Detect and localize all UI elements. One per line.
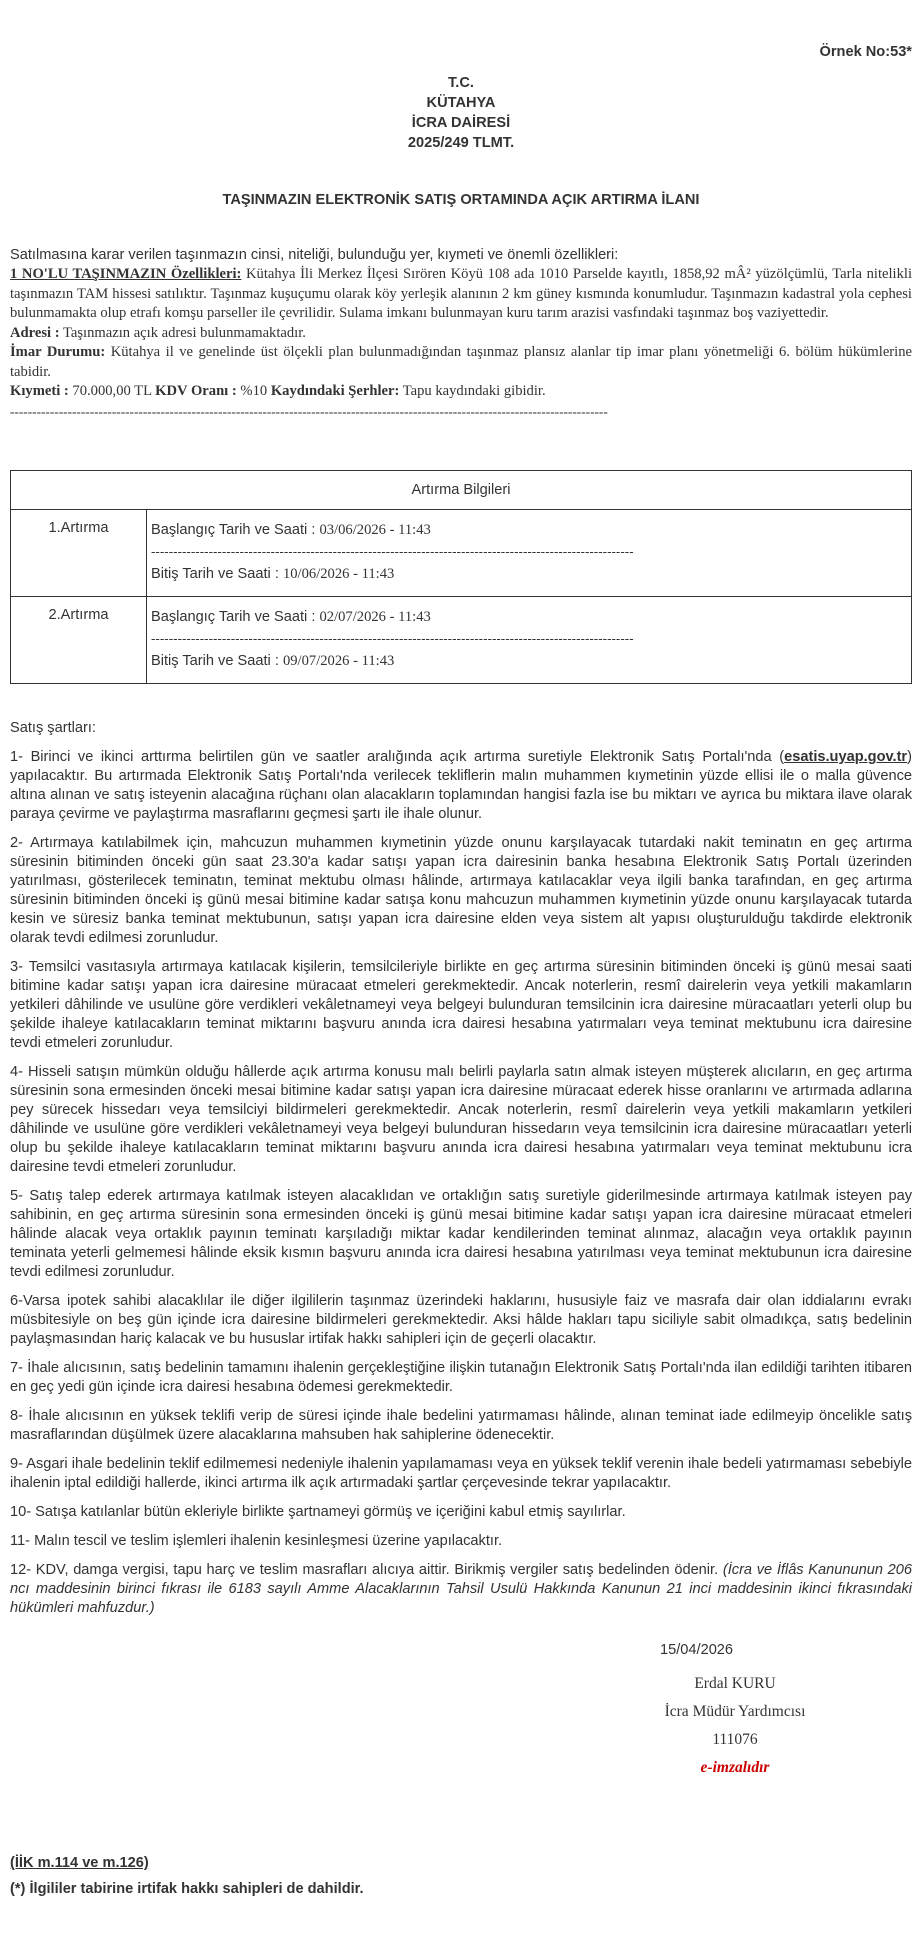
condition-12 [10,1561,912,1618]
auction-info-table [10,470,912,684]
auction-round-dates [147,597,912,684]
kdv-value: %10 [240,383,268,399]
condition-1-text-b: ) yapılacaktır. Bu artırmada Elektronik Satış Portalı'nda verilecek tekliflerin malın muhammen kıymetinin yüzde ellisi ile o malla güvence altına alınan ve satış isteyenin alacağına rüçhanı olan alacakların toplamından hangisi fazla ise bu miktarı ve ayrıca bu miktara ilave olarak paraya çevirme ve paylaştırma masraflarını geçmesi şartı ile ihale olunur. [10,749,912,822]
value-amount: 70.000,00 TL [72,383,152,399]
signature-block [650,1640,820,1782]
property-features [10,265,912,324]
condition-10: 10- Satışa katılanlar bütün ekleriyle birlikte şartnameyi görmüş ve içeriğini kabul etmiş sayılırlar. [10,1504,626,1520]
condition-12-legal-note: (İcra ve İflâs Kanununun 206 ncı maddesinin birinci fıkrası ile 6183 sayılı Amme Alacaklarının Tahsil Usulü Hakkında Kanunun 21 inci maddesinin ikinci fıkrasındaki hükümleri mahfuzdur.) [10,1562,912,1616]
section-divider: --------------------------------------------------------------------------------------------------------------------------------------- [10,403,608,419]
sale-conditions [10,718,912,1628]
annotations-value: Tapu kaydındaki gibidir. [402,383,546,399]
conditions-heading: Satış şartları: [10,720,96,736]
kdv-label: KDV Oranı : [155,383,237,399]
auction-round-dates [147,510,912,597]
condition-3: 3- Temsilci vasıtasıyla artırmaya katılacak kişilerin, temsilcileriyle birlikte en geç artırma süresinin bitiminden önceki iş günü mesai saati bitimine kadar satışı yapan icra dairesine müracaat etmeleri gerekmektedir. Ancak noterlerin, resmî dairelerin veya yetkili makamların yetkileri dâhilinde ve usulüne göre verdikleri vekâletnameyi veya belgeyi bulunduran temsilcinin icra dairesine müracaatları yeterli olup bu şekilde ihaleye katılacakların teminat miktarını başvuru anında icra dairesi hesabına yatırmaları veya teminat mektubunu icra dairesine tevdi etmeleri zorunludur. [10,959,912,1051]
table-row [11,597,912,684]
signer-name: Erdal KURU [694,1675,776,1692]
end-datetime [151,651,907,671]
condition-4: 4- Hisseli satışın mümkün olduğu hâllerde açık artırma konusu malı belirli paylarla satın almak isteyen müşterek alıcıların, en geç artırma süresinin sona ermesinden önceki mesai bitimine kadar satışı yapan icra dairesine müracaat ederek hisse oranlarını ve artırmada adlarına pey sürecek hissedarı veya temsilciyi bildirmeleri gerekmektedir. Ancak noterlerin, resmî dairelerin veya yetkili makamların yetkileri dâhilinde ve usulüne göre verdikleri vekâletnameyi veya belgeyi bulunduran hissedarın veya temsilcinin icra dairesine müracaatları yeterli olup bu şekilde ihaleye katılacakların teminat miktarını başvuru anında icra dairesi hesabına yatırmaları veya teminat mektubunu icra dairesine tevdi etmeleri zorunludur. [10,1064,912,1175]
header-line-tc: T.C. [448,75,474,91]
value-label: Kıymeti : [10,383,69,399]
annotations-label: Kaydındaki Şerhler: [270,383,400,399]
zoning-label: İmar Durumu: [10,344,106,360]
address-label: Adresi : [10,324,60,341]
condition-5: 5- Satış talep ederek artırmaya katılmak isteyen alacaklıdan ve ortaklığın satış suretiyle giderilmesinde artırmaya katılmak isteyen pay sahibinin, en geç artırma süresinin sona ermesinden önceki iş günü mesai bitimine kadar satışı yapan icra dairesine müracaat etmeleri hâlinde alacak veya ortaklık payının teminatı karşıladığı miktar kadar kendilerinden teminat alınmaz, alacağın veya ortaklık payının teminata yeterli gelmemesi hâlinde eksik kısmın başvuru anında icra dairesi hesabına yatırılması veya teminat mektubunun icra dairesine tevdi edilmesi zorunludur. [10,1188,912,1280]
property-address [10,324,912,344]
row-divider: ------------------------------------------------------------------------------------------------------------- [151,544,634,559]
end-value: 09/07/2026 - 11:43 [282,653,395,669]
auction-round-label: 1.Artırma [11,510,147,597]
condition-9: 9- Asgari ihale bedelinin teklif edilmemesi nedeniyle ihalenin yapılamaması veya en yüksek teklif verenin ihale bedeli yatırmaması sebebiyle ihalenin iptal edildiği hallerde, ikinci artırma ilk açık artırmadaki şartlar çerçevesinde tekrar yapılacaktır. [10,1456,912,1491]
footer-notes [10,1850,912,1902]
header-line-office: İCRA DAİRESİ [411,115,511,131]
start-datetime [151,607,907,627]
start-value: 03/06/2026 - 11:43 [319,522,431,538]
start-datetime [151,520,907,540]
auction-round-label: 2.Artırma [11,597,147,684]
property-section [10,245,912,421]
condition-6: 6-Varsa ipotek sahibi alacaklılar ile diğer ilgililerin taşınmaz üzerindeki haklarını, hususiyle faiz ve masrafa dair olan iddialarını evrakı müsbitesiyle on beş gün içinde icra dairesine bildirmeleri gerekmektedir. Aksi hâlde hakları tapu siciliyle sabit olmadıkça, satış bedelinin paylaşmasından hariç kalacak ve bu hususlar irtifak hakkı sahipleri için de geçerli olacaktır. [10,1293,912,1347]
zoning-value: Kütahya il ve genelinde üst ölçekli plan bulunmadığından taşınmaz plansız alanlar tip imar planı yönetmeliği 6. bölüm hükümlerine tabidir. [10,344,912,380]
end-label: Bitiş Tarih ve Saati : [151,653,279,669]
header-line-city: KÜTAHYA [426,95,496,111]
end-value: 10/06/2026 - 11:43 [282,566,395,582]
end-label: Bitiş Tarih ve Saati : [151,566,279,582]
sample-number: Örnek No:53* [819,44,912,60]
start-label: Başlangıç Tarih ve Saati : [151,522,316,538]
header-line-file-no: 2025/249 TLMT. [407,135,515,151]
property-zoning [10,343,912,382]
signature-date: 15/04/2026 [660,1642,734,1658]
esatis-link[interactable]: esatis.uyap.gov.tr [784,749,908,765]
signer-title: İcra Müdür Yardımcısı [664,1703,806,1720]
signer-number: 111076 [712,1731,758,1748]
end-datetime [151,564,907,584]
footnote: (*) İlgililer tabirine irtifak hakkı sahipleri de dahildir. [10,1881,364,1897]
e-signed-mark: e-imzalıdır [700,1759,770,1776]
condition-2: 2- Artırmaya katılabilmek için, mahcuzun muhammen kıymetinin yüzde onunu karşılayacak tutardaki nakit teminatın en geç artırma süresinin bitiminden önceki gün saat 23.30'a kadar satışı yapan icra dairesinin banka hesabına Elektronik Satış Portalı üzerinden yatırılması, gösterilecek teminatın, teminat mektubu olması hâlinde, artırmaya katılacaklar veya ilgili banka tarafından, en geç artırma süresinin bitiminden önceki iş günü mesai bitimine kadar satışa konu mahcuzun muhammen kıymetinin yüzde onunu karşılayacak tutarda kesin ve süresiz banka teminat mektubunun, satışı yapan icra dairesine elden veya sistem alt yapısı oluşturulduğu takdirde elektronik olarak tevdi edilmesi zorunludur. [10,835,912,946]
property-heading: 1 NO'LU TAŞINMAZIN Özellikleri: [10,266,242,282]
property-features-text: Kütahya İli Merkez İlçesi Sırören Köyü 108 ada 1010 Parselde kayıtlı, 1858,92 mÂ² yüzölçümlü, Tarla nitelikli taşınmazın TAM hissesi satılıktır. Taşınmaz kuşuçumu olarak köy yerleşik alanının 2 km güney kısmında konumludur. Taşınmazın kadastral yola cephesi bulunmamakta olup etrafı komşu parseller ile çevrilidir. Sulama imkanı bulunmayan kuru tarım arazisi vasfındaki taşınmaz boş vaziyettedir. [10,266,913,321]
condition-7: 7- İhale alıcısının, satış bedelinin tamamını ihalenin gerçekleştiğine ilişkin tutanağın Elektronik Satış Portalı'nda ilan edildiği tarihten itibaren en geç yedi gün içinde icra dairesi hesabına ödemesi gerekmektedir. [10,1360,912,1395]
condition-12-text: 12- KDV, damga vergisi, tapu harç ve teslim masrafları alıcıya aittir. Birikmiş vergiler satış bedelinden ödenir. [10,1562,719,1578]
property-intro: Satılmasına karar verilen taşınmazın cinsi, niteliği, bulunduğu yer, kıymeti ve önemli özellikleri: [10,247,619,263]
property-value-line [10,382,912,402]
announcement-title: TAŞINMAZIN ELEKTRONİK SATIŞ ORTAMINDA AÇIK ARTIRMA İLANI [222,192,700,208]
condition-1 [10,748,912,824]
condition-8: 8- İhale alıcısının en yüksek teklifi verip de süresi içinde ihale bedelini yatırmaması hâlinde, alınan teminat iade edilmeyip öncelikle satış masraflarından düşülmek üzere alacaklarına mahsuben hak sahiplerine ödenecektir. [10,1408,912,1443]
start-label: Başlangıç Tarih ve Saati : [151,609,316,625]
authority-header [10,73,912,153]
row-divider: ------------------------------------------------------------------------------------------------------------- [151,631,634,646]
start-value: 02/07/2026 - 11:43 [319,609,431,625]
law-reference: (İİK m.114 ve m.126) [10,1855,149,1871]
auction-table-header: Artırma Bilgileri [11,471,912,510]
condition-1-text-a: 1- Birinci ve ikinci arttırma belirtilen gün ve saatler aralığında açık artırma suretiyle Elektronik Satış Portalı'nda ( [10,749,785,765]
table-row [11,510,912,597]
condition-11: 11- Malın tescil ve teslim işlemleri ihalenin kesinleşmesi üzerine yapılacaktır. [10,1533,503,1549]
address-value: Taşınmazın açık adresi bulunmamaktadır. [62,324,306,341]
